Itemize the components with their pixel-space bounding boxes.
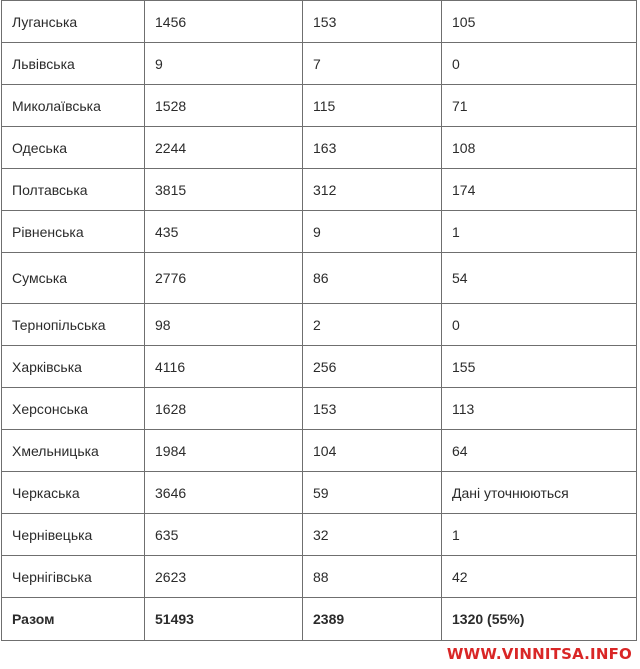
table-row <box>2 253 637 304</box>
value-cell: 105 <box>442 1 637 43</box>
table-row <box>2 85 637 127</box>
table-row <box>2 556 637 598</box>
region-cell: Луганська <box>2 1 145 43</box>
value-cell: 42 <box>442 556 637 598</box>
value-cell: 174 <box>442 169 637 211</box>
region-cell: Черкаська <box>2 472 145 514</box>
value-cell: 2244 <box>145 127 303 169</box>
total-label-cell: Разом <box>2 598 145 641</box>
site-watermark: WWW.VINNITSA.INFO <box>446 645 632 663</box>
table-row <box>2 472 637 514</box>
table-row <box>2 514 637 556</box>
value-cell: 104 <box>303 430 442 472</box>
table-row <box>2 43 637 85</box>
value-cell: 54 <box>442 253 637 304</box>
value-cell: 88 <box>303 556 442 598</box>
total-value-cell: 51493 <box>145 598 303 641</box>
value-cell: 435 <box>145 211 303 253</box>
value-cell: 108 <box>442 127 637 169</box>
region-cell: Одеська <box>2 127 145 169</box>
table-row <box>2 211 637 253</box>
region-cell: Львівська <box>2 43 145 85</box>
value-cell: 7 <box>303 43 442 85</box>
value-cell: 312 <box>303 169 442 211</box>
table-row <box>2 388 637 430</box>
value-cell: 32 <box>303 514 442 556</box>
value-cell: 59 <box>303 472 442 514</box>
value-cell: 0 <box>442 43 637 85</box>
region-cell: Миколаївська <box>2 85 145 127</box>
value-cell: 153 <box>303 388 442 430</box>
region-cell: Тернопільська <box>2 304 145 346</box>
value-cell: 86 <box>303 253 442 304</box>
table-row <box>2 304 637 346</box>
value-cell: 113 <box>442 388 637 430</box>
value-cell: 3646 <box>145 472 303 514</box>
value-cell: 71 <box>442 85 637 127</box>
statistics-table <box>1 0 637 641</box>
value-cell: 1528 <box>145 85 303 127</box>
value-cell: 2623 <box>145 556 303 598</box>
value-cell: 98 <box>145 304 303 346</box>
table-row <box>2 430 637 472</box>
value-cell: 9 <box>145 43 303 85</box>
value-cell: 153 <box>303 1 442 43</box>
table-row <box>2 127 637 169</box>
region-cell: Херсонська <box>2 388 145 430</box>
table-row <box>2 169 637 211</box>
value-cell: 1 <box>442 211 637 253</box>
total-value-cell: 1320 (55%) <box>442 598 637 641</box>
region-cell: Рівненська <box>2 211 145 253</box>
value-cell: 9 <box>303 211 442 253</box>
value-cell: 2 <box>303 304 442 346</box>
region-cell: Полтавська <box>2 169 145 211</box>
region-cell: Чернівецька <box>2 514 145 556</box>
total-value-cell: 2389 <box>303 598 442 641</box>
value-cell: 2776 <box>145 253 303 304</box>
value-cell: 635 <box>145 514 303 556</box>
value-cell: 163 <box>303 127 442 169</box>
value-cell: 64 <box>442 430 637 472</box>
total-row <box>2 598 637 641</box>
value-cell: 1456 <box>145 1 303 43</box>
value-cell: 155 <box>442 346 637 388</box>
value-cell: 256 <box>303 346 442 388</box>
value-cell: 0 <box>442 304 637 346</box>
region-cell: Сумська <box>2 253 145 304</box>
value-cell: 1 <box>442 514 637 556</box>
table-row <box>2 346 637 388</box>
region-cell: Хмельницька <box>2 430 145 472</box>
region-cell: Чернігівська <box>2 556 145 598</box>
value-cell: 3815 <box>145 169 303 211</box>
value-cell: Дані уточнюються <box>442 472 637 514</box>
value-cell: 115 <box>303 85 442 127</box>
region-cell: Харківська <box>2 346 145 388</box>
value-cell: 1984 <box>145 430 303 472</box>
table-row <box>2 1 637 43</box>
value-cell: 4116 <box>145 346 303 388</box>
value-cell: 1628 <box>145 388 303 430</box>
